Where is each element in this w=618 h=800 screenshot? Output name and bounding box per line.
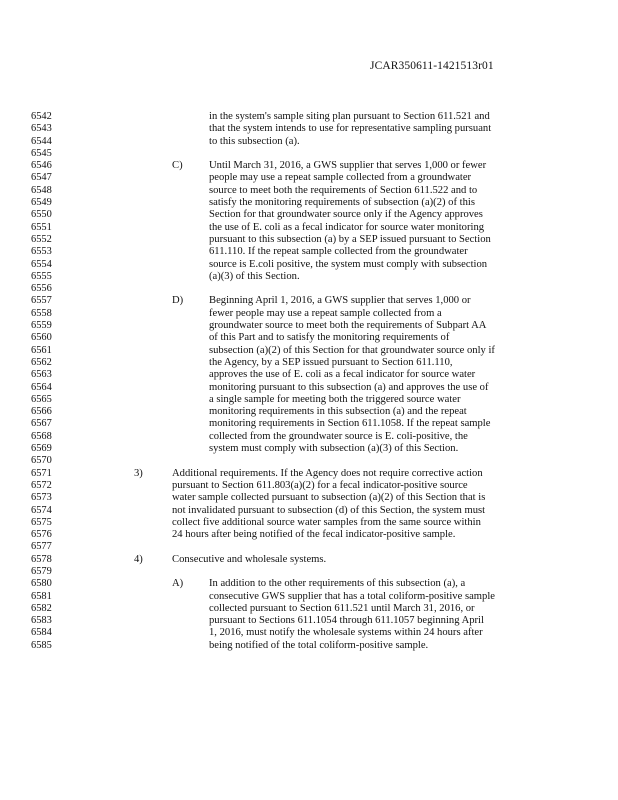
line-number: 6560 [31, 332, 52, 344]
line-number: 6547 [31, 172, 52, 184]
document-line [0, 406, 618, 418]
line-number: 6572 [31, 479, 52, 491]
document-line [0, 160, 618, 172]
line-text: pursuant to this subsection (a) by a SEP issued pursuant to Section [209, 233, 491, 245]
line-text: a single sample for meeting both the triggered source water [209, 393, 461, 405]
document-line [0, 246, 618, 258]
document-line [0, 222, 618, 234]
document-line [0, 615, 618, 627]
document-line [0, 197, 618, 209]
document-id-header: JCAR350611-1421513r01 [370, 60, 494, 72]
line-text: Section for that groundwater source only if the Agency approves [209, 209, 483, 221]
document-line [0, 418, 618, 430]
line-text: monitoring requirements in this subsection (a) and the repeat [209, 406, 467, 418]
line-text: (a)(3) of this Section. [209, 270, 300, 282]
line-text: system must comply with subsection (a)(3) of this Section. [209, 443, 459, 455]
line-number: 6568 [31, 430, 52, 442]
line-number: 6550 [31, 209, 52, 221]
document-line [0, 468, 618, 480]
line-text: of this Part and to satisfy the monitoring requirements of [209, 332, 450, 344]
document-line [0, 259, 618, 271]
document-line [0, 529, 618, 541]
line-number: 6578 [31, 553, 52, 565]
line-text: pursuant to Sections 611.1054 through 611.1057 beginning April [209, 615, 484, 627]
line-number: 6553 [31, 246, 52, 258]
line-text: fewer people may use a repeat sample collected from a [209, 307, 442, 319]
line-text: pursuant to Section 611.803(a)(2) for a fecal indicator-positive source [172, 479, 468, 491]
line-text: Until March 31, 2016, a GWS supplier that serves 1,000 or fewer [209, 160, 487, 172]
line-number: 6570 [31, 455, 52, 467]
line-text: collect five additional source water samples from the same source within [172, 516, 481, 528]
line-number: 6567 [31, 418, 52, 430]
line-number: 6555 [31, 270, 52, 282]
line-number: 6564 [31, 381, 52, 393]
subsection-label: A) [172, 578, 184, 590]
line-number: 6543 [31, 123, 52, 135]
line-text: Beginning April 1, 2016, a GWS supplier that serves 1,000 or [209, 295, 471, 307]
document-line [0, 172, 618, 184]
document-line [0, 295, 618, 307]
line-text: people may use a repeat sample collected from a groundwater [209, 172, 472, 184]
document-line [0, 480, 618, 492]
line-number: 6562 [31, 356, 52, 368]
line-number: 6554 [31, 258, 52, 270]
line-number: 6552 [31, 233, 52, 245]
line-number: 6575 [31, 516, 52, 528]
line-text: the use of E. coli as a fecal indicator for source water monitoring [209, 221, 485, 233]
document-line [0, 578, 618, 590]
document-line [0, 357, 618, 369]
document-line [0, 283, 618, 295]
document-line [0, 443, 618, 455]
document-line [0, 640, 618, 652]
line-text: source to meet both the requirements of Section 611.522 and to [209, 184, 478, 196]
subsection-label: D) [172, 295, 184, 307]
line-text: 24 hours after being notified of the fecal indicator-positive sample. [172, 529, 456, 541]
document-line [0, 541, 618, 553]
line-number: 6583 [31, 615, 52, 627]
line-number: 6545 [31, 147, 52, 159]
line-text: consecutive GWS supplier that has a total coliform-positive sample [209, 590, 495, 602]
line-number: 6579 [31, 565, 52, 577]
line-text: the Agency, by a SEP issued pursuant to Section 611.110, [209, 356, 453, 368]
line-number: 6581 [31, 590, 52, 602]
line-number: 6551 [31, 221, 52, 233]
document-line [0, 271, 618, 283]
line-text: collected pursuant to Section 611.521 until March 31, 2016, or [209, 602, 475, 614]
document-line [0, 369, 618, 381]
document-line [0, 517, 618, 529]
line-text: Additional requirements. If the Agency does not require corrective action [172, 467, 483, 479]
line-number: 6558 [31, 307, 52, 319]
line-number: 6584 [31, 627, 52, 639]
line-number: 6569 [31, 443, 52, 455]
line-number: 6556 [31, 283, 52, 295]
line-text: monitoring requirements in Section 611.1058. If the repeat sample [209, 418, 491, 430]
document-line [0, 492, 618, 504]
document-line [0, 554, 618, 566]
line-text: Consecutive and wholesale systems. [172, 553, 327, 565]
line-text: source is E.coli positive, the system must comply with subsection [209, 258, 488, 270]
line-number: 6580 [31, 578, 52, 590]
document-line [0, 185, 618, 197]
line-number: 6566 [31, 406, 52, 418]
line-text: water sample collected pursuant to subsection (a)(2) of this Section that is [172, 492, 486, 504]
document-line [0, 123, 618, 135]
document-line [0, 394, 618, 406]
line-number: 6574 [31, 504, 52, 516]
document-line [0, 209, 618, 221]
line-text: not invalidated pursuant to subsection (d) of this Section, the system must [172, 504, 486, 516]
document-line [0, 148, 618, 160]
document-line [0, 308, 618, 320]
document-line [0, 431, 618, 443]
line-number: 6549 [31, 197, 52, 209]
line-text: being notified of the total coliform-positive sample. [209, 639, 429, 651]
subsection-label: 4) [134, 553, 143, 565]
line-text: 611.110. If the repeat sample collected from the groundwater [209, 246, 468, 258]
line-text: collected from the groundwater source is E. coli-positive, the [209, 430, 468, 442]
line-number: 6542 [31, 111, 52, 122]
document-line [0, 591, 618, 603]
numbered-text-body [0, 111, 618, 652]
line-text: In addition to the other requirements of this subsection (a), a [209, 578, 466, 590]
document-line [0, 382, 618, 394]
line-number: 6561 [31, 344, 52, 356]
document-line [0, 603, 618, 615]
line-number: 6565 [31, 393, 52, 405]
document-line [0, 111, 618, 123]
line-number: 6557 [31, 295, 52, 307]
document-line [0, 320, 618, 332]
line-text: groundwater source to meet both the requirements of Subpart AA [209, 320, 487, 332]
line-number: 6548 [31, 184, 52, 196]
line-text: to this subsection (a). [209, 135, 300, 147]
line-number: 6577 [31, 541, 52, 553]
document-line [0, 345, 618, 357]
line-number: 6582 [31, 602, 52, 614]
document-line [0, 234, 618, 246]
line-text: in the system's sample siting plan pursuant to Section 611.521 and [209, 111, 490, 122]
line-number: 6573 [31, 492, 52, 504]
line-text: subsection (a)(2) of this Section for that groundwater source only if [209, 344, 495, 356]
line-number: 6544 [31, 135, 52, 147]
line-number: 6563 [31, 369, 52, 381]
line-text: 1, 2016, must notify the wholesale systems within 24 hours after [209, 627, 483, 639]
document-line [0, 136, 618, 148]
line-text: monitoring pursuant to this subsection (a) and approves the use of [209, 381, 489, 393]
line-number: 6585 [31, 639, 52, 651]
line-number: 6571 [31, 467, 52, 479]
document-line [0, 332, 618, 344]
document-line [0, 566, 618, 578]
line-text: approves the use of E. coli as a fecal indicator for source water [209, 369, 476, 381]
line-number: 6559 [31, 320, 52, 332]
document-line [0, 627, 618, 639]
document-line [0, 505, 618, 517]
line-number: 6546 [31, 160, 52, 172]
document-line [0, 455, 618, 467]
subsection-label: C) [172, 160, 183, 172]
line-text: that the system intends to use for representative sampling pursuant [209, 123, 492, 135]
line-number: 6576 [31, 529, 52, 541]
subsection-label: 3) [134, 467, 143, 479]
line-text: satisfy the monitoring requirements of subsection (a)(2) of this [209, 197, 475, 209]
